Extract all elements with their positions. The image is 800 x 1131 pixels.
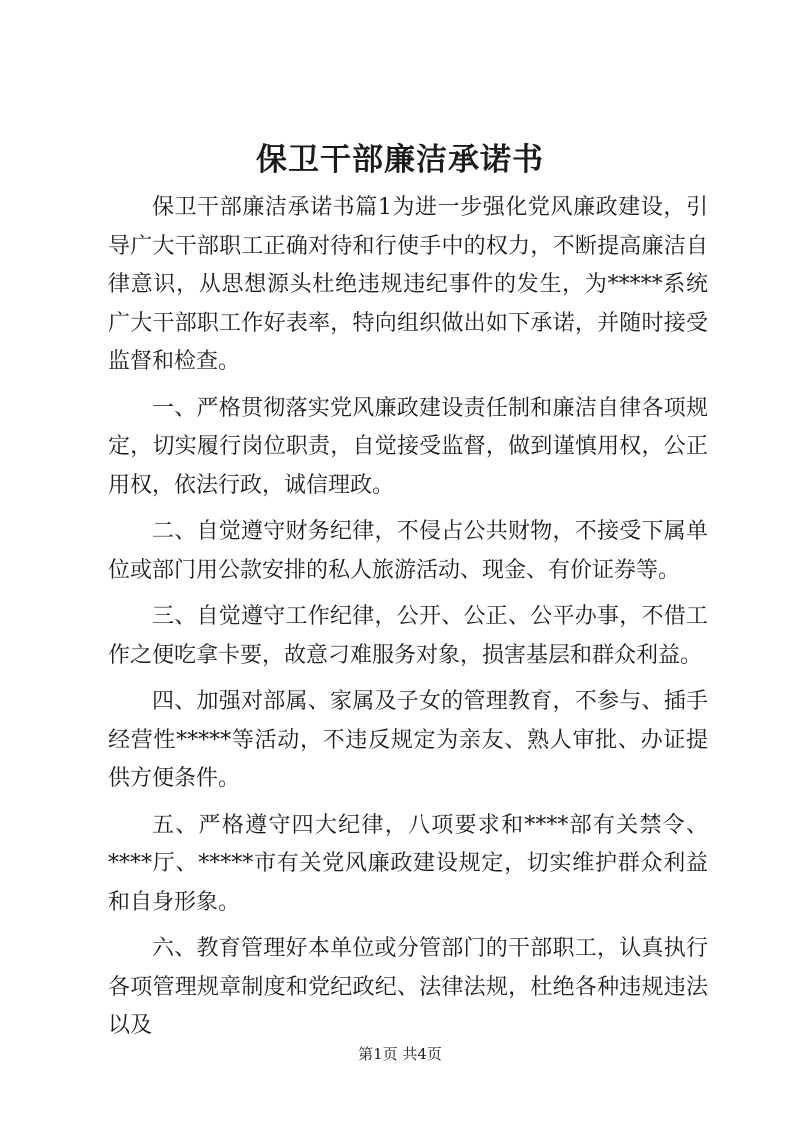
paragraph-item-3: 三、自觉遵守工作纪律，公开、公正、公平办事，不借工作之便吃拿卡要，故意刁难服务对象，损害基层和群众利益。 [108,604,708,668]
paragraph-item-4: 四、加强对部属、家属及子女的管理教育，不参与、插手经营性*****等活动，不违反规定为亲友、熟人审批、办证提供方便条件。 [108,689,708,791]
page-number-footer: 第1页 共4页 [358,1045,442,1063]
paragraph-item-6: 六、教育管理好本单位或分管部门的干部职工，认真执行各项管理规章制度和党纪政纪、法律法规，杜绝各种违规违法以及 [108,936,708,1038]
document-body [108,189,708,1054]
paragraph-item-2: 二、自觉遵守财务纪律，不侵占公共财物，不接受下属单位或部门用公款安排的私人旅游活动、现金、有价证券等。 [108,519,708,583]
paragraph-item-1: 一、严格贯彻落实党风廉政建设责任制和廉洁自律各项规定，切实履行岗位职责，自觉接受监督，做到谨慎用权，公正用权，依法行政，诚信理政。 [108,395,708,498]
document-title: 保卫干部廉洁承诺书 [256,142,544,178]
paragraph-item-5: 五、严格遵守四大纪律，八项要求和****部有关禁令、****厅、*****市有关党风廉政建设规定，切实维护群众利益和自身形象。 [108,812,708,915]
paragraph-intro: 保卫干部廉洁承诺书篇1为进一步强化党风廉政建设，引导广大干部职工正确对待和行使手中的权力，不断提高廉洁自律意识，从思想源头杜绝违规违纪事件的发生，为*****系统广大干部职工作好表率，特向组织做出如下承诺，并随时接受监督和检查。 [108,195,708,374]
